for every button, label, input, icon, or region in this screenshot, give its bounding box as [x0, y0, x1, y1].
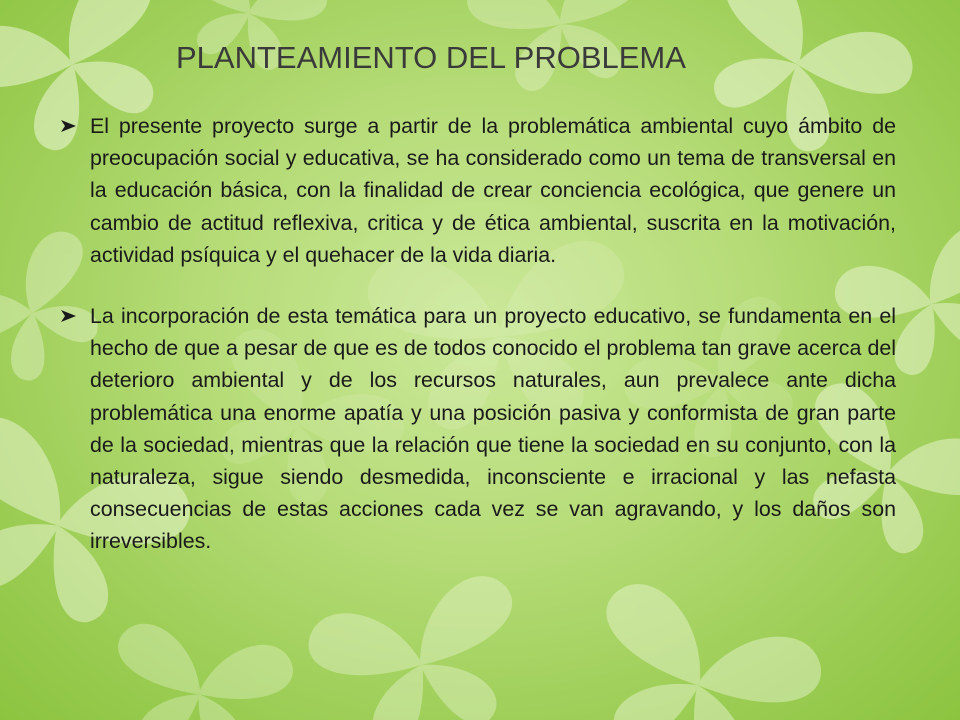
slide-title: PLANTEAMIENTO DEL PROBLEMA — [176, 40, 686, 75]
arrow-bullet-icon — [60, 309, 78, 323]
arrow-bullet-icon — [60, 119, 78, 133]
bullet-text: El presente proyecto surge a partir de la problemática ambiental cuyo ámbito de preocupación social y educativa, se ha considerado como un tema de transversal en la educación básica, con la finalidad de crear conciencia ecológica, que genere un cambio de actitud reflexiva, critica y de ética ambiental, suscrita en la motivación, actividad psíquica y el quehacer de la vida diaria. — [90, 114, 896, 267]
bullet-list — [58, 110, 896, 558]
butterfly-icon — [302, 569, 541, 720]
bullet-item — [58, 300, 896, 558]
bullet-text: La incorporación de esta temática para un proyecto educativo, se fundamenta en el hecho de que a pesar de que es de todos conocido el problema tan grave acerca del deterioro ambiental y de los recursos naturales, aun prevalece ante dicha problemática una enorme apatía y una posición pasiva y conformista de gran parte de la sociedad, mientras que la relación que tiene la sociedad en su conjunto, con la naturaleza, sigue siendo desmedida, inconsciente e irracional y las nefasta consecuencias de estas acciones cada vez se van agravando, y los daños son irreversibles. — [90, 304, 896, 554]
butterfly-icon — [102, 620, 297, 720]
bullet-item — [58, 110, 896, 271]
butterfly-icon — [566, 575, 830, 720]
